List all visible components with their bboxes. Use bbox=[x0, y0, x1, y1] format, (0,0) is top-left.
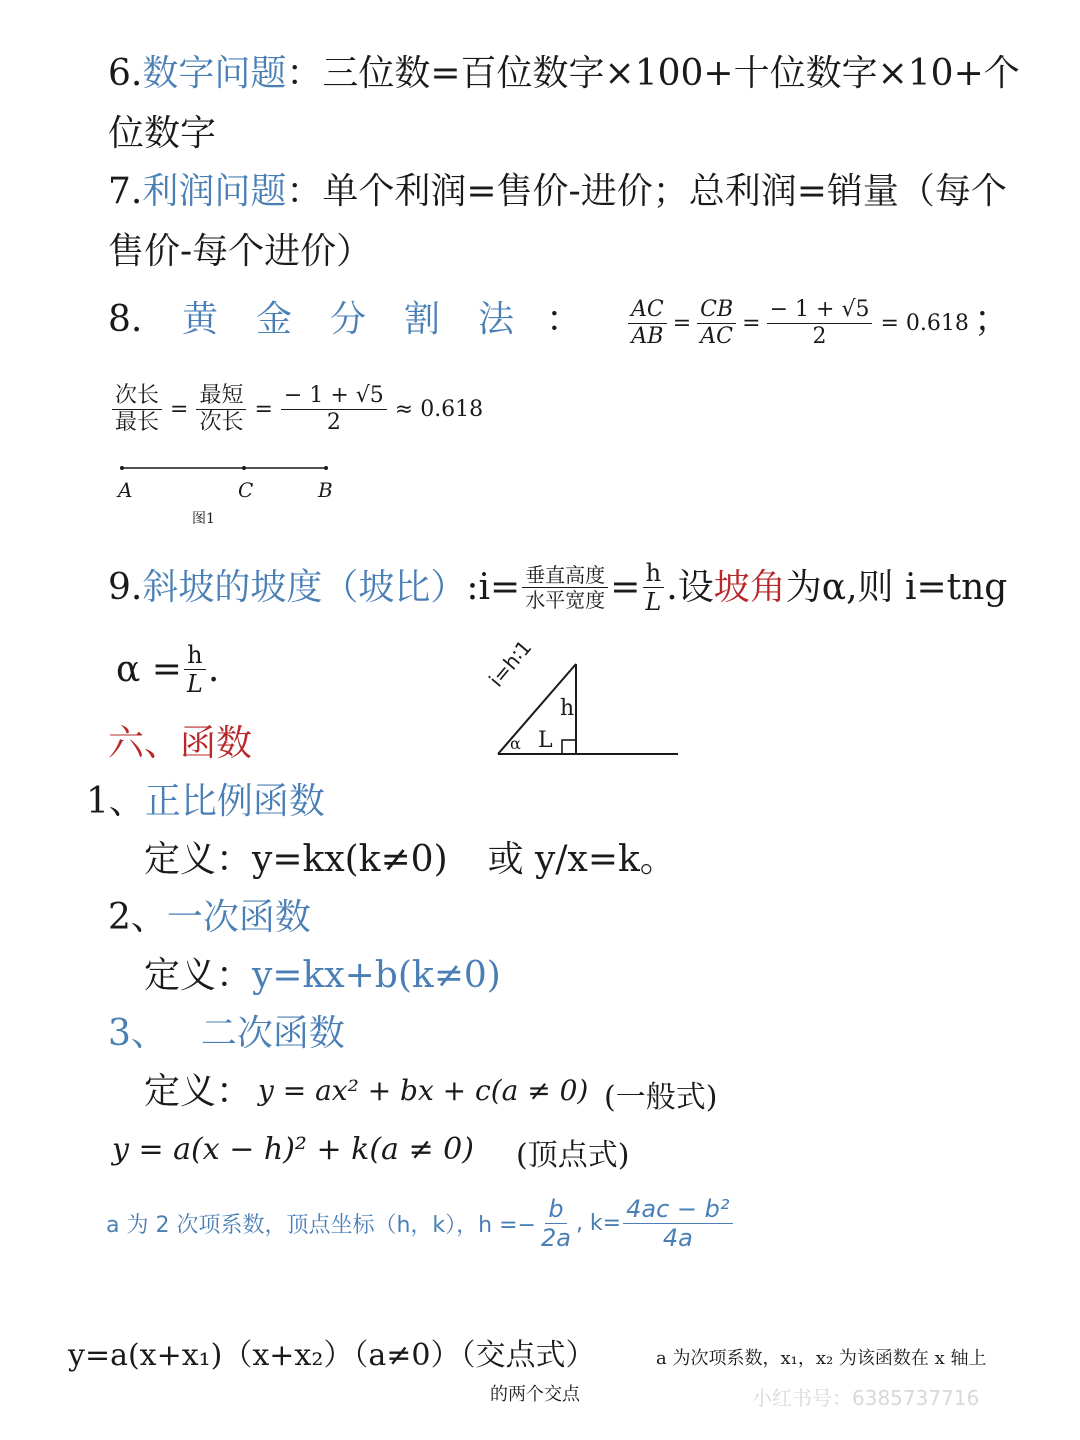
fraction-denominator: AB bbox=[631, 324, 664, 350]
point-b bbox=[324, 466, 328, 470]
point-c bbox=[242, 466, 246, 470]
colon: ： bbox=[546, 299, 583, 340]
golden-ratio-formula bbox=[626, 298, 969, 349]
definition-formula: y=kx+b(k≠0) bbox=[252, 955, 501, 996]
fraction-numerator: − 1 + √5 bbox=[281, 384, 387, 410]
separator: ： bbox=[286, 171, 323, 212]
item-9-line-2 bbox=[116, 642, 219, 698]
label-a: A bbox=[118, 478, 133, 502]
function-number: 3、 bbox=[108, 1013, 167, 1054]
fraction-numerator: 垂直高度 bbox=[522, 564, 608, 588]
separator: ： bbox=[286, 53, 323, 94]
equals: = bbox=[672, 311, 692, 337]
length-label: L bbox=[538, 728, 553, 753]
height-label: h bbox=[560, 696, 575, 721]
note-text: a 为 2 次项系数，顶点坐标（h，k），h =− bbox=[106, 1213, 536, 1239]
intercept-note-line-2: 的两个交点 bbox=[490, 1384, 580, 1405]
fraction-denominator: 2 bbox=[326, 410, 341, 436]
point-a bbox=[120, 466, 124, 470]
definition-label: 定义： bbox=[144, 955, 253, 996]
item-body: 三位数=百位数字×100+十位数字×10+个 bbox=[322, 53, 1020, 94]
function-2-heading bbox=[108, 896, 311, 939]
fraction-denominator: AC bbox=[700, 324, 734, 350]
intercept-note: a 为次项系数，x₁，x₂ 为该函数在 x 轴上 bbox=[656, 1348, 987, 1369]
function-title: 二次函数 bbox=[200, 1013, 345, 1054]
formula-prefix: α = bbox=[116, 649, 182, 691]
fraction-numerator: b bbox=[545, 1196, 566, 1224]
item-6-line-1 bbox=[108, 52, 1020, 95]
right-angle-mark bbox=[562, 740, 576, 754]
fraction-denominator: 2 bbox=[812, 324, 827, 350]
intercept-form-formula: y=a(x+x₁)（x+x₂）（a≠0）（交点式） bbox=[68, 1338, 596, 1373]
title-char: 分 bbox=[330, 299, 367, 340]
function-2-definition bbox=[144, 954, 501, 997]
item-number: 6. bbox=[108, 53, 143, 94]
item-number: 7. bbox=[108, 171, 143, 212]
equals: = bbox=[742, 311, 761, 337]
equals: = bbox=[610, 567, 641, 609]
item-body: 售价-每个进价） bbox=[108, 231, 373, 272]
alternate-formula: 或 y/x=k。 bbox=[487, 839, 676, 880]
item-7-line-2 bbox=[108, 230, 372, 273]
function-3-definition bbox=[144, 1070, 252, 1113]
general-form-tag: (一般式) bbox=[604, 1080, 718, 1115]
title-char: 金 bbox=[256, 299, 293, 340]
item-body: 位数字 bbox=[108, 113, 217, 154]
fraction-numerator: h bbox=[184, 642, 205, 670]
function-title: 一次函数 bbox=[166, 897, 311, 938]
item-number: 8. bbox=[108, 299, 143, 340]
approx-value: ≈ 0.618 bbox=[394, 397, 484, 423]
note-text: , k= bbox=[575, 1211, 622, 1237]
angle-label: α bbox=[510, 734, 521, 753]
value: = 0.618 bbox=[880, 311, 969, 337]
golden-section-figure bbox=[110, 458, 350, 530]
definition-label: 定义： bbox=[144, 839, 253, 880]
text: .设 bbox=[666, 567, 714, 609]
item-title: 斜坡的坡度（坡比） bbox=[142, 567, 467, 609]
fraction-numerator: AC bbox=[628, 298, 667, 324]
function-1-definition bbox=[144, 838, 676, 881]
fraction-numerator: − 1 + √5 bbox=[767, 298, 873, 324]
highlight-word: 坡角 bbox=[713, 567, 786, 609]
section-title: 六、函数 bbox=[108, 723, 253, 764]
title-char: 割 bbox=[404, 299, 441, 340]
item-title: 利润问题 bbox=[142, 171, 287, 212]
general-form-formula: y = ax² + bx + c(a ≠ 0) bbox=[258, 1074, 589, 1107]
function-number: 2、 bbox=[108, 897, 167, 938]
fraction-denominator: 次长 bbox=[199, 410, 244, 436]
fraction-denominator: L bbox=[645, 588, 662, 617]
equals: = bbox=[254, 397, 273, 423]
fraction-numerator: 最短 bbox=[196, 384, 246, 410]
vertex-coordinate-note bbox=[106, 1196, 735, 1252]
fraction-denominator: 2a bbox=[540, 1224, 571, 1253]
period: . bbox=[207, 649, 220, 691]
title-char: 黄 bbox=[182, 299, 219, 340]
title-char: 法 bbox=[478, 299, 515, 340]
fraction-denominator: 4a bbox=[662, 1224, 693, 1253]
item-title: 数字问题 bbox=[142, 53, 287, 94]
item-7-line-1 bbox=[108, 170, 1007, 213]
watermark: 小红书号：6385737716 bbox=[752, 1386, 980, 1410]
item-6-line-2 bbox=[108, 112, 216, 155]
fraction-numerator: CB bbox=[697, 298, 736, 324]
function-3-heading bbox=[108, 1012, 345, 1055]
fraction-denominator: 最长 bbox=[115, 410, 160, 436]
fraction-numerator: 4ac − b² bbox=[623, 1196, 732, 1224]
function-title: 正比例函数 bbox=[144, 781, 325, 822]
function-number: 1、 bbox=[86, 781, 145, 822]
fraction-denominator: L bbox=[186, 670, 203, 699]
item-body: 单个利润=售价-进价；总利润=销量（每个 bbox=[322, 171, 1007, 212]
definition-formula: y=kx(k≠0) bbox=[252, 839, 448, 880]
label-b: B bbox=[318, 478, 333, 502]
definition-label: 定义： bbox=[144, 1071, 253, 1112]
vertex-form-tag: (顶点式) bbox=[516, 1138, 630, 1173]
vertex-form-formula: y = a(x − h)² + k(a ≠ 0) bbox=[112, 1132, 474, 1167]
item-9-line-1 bbox=[108, 560, 1007, 616]
fraction-numerator: 次长 bbox=[112, 384, 162, 410]
golden-ratio-formula-2 bbox=[110, 384, 483, 435]
slope-label: i=h∶1 bbox=[484, 635, 537, 692]
equals: = bbox=[170, 397, 189, 423]
formula-prefix: :i= bbox=[466, 567, 521, 609]
fraction-numerator: h bbox=[643, 560, 664, 588]
item-8-heading bbox=[108, 298, 142, 341]
item-number: 9. bbox=[108, 567, 143, 609]
semicolon: ； bbox=[974, 299, 1011, 340]
figure-caption: 图1 bbox=[192, 511, 215, 527]
label-c: C bbox=[238, 478, 254, 502]
text: 为α,则 i=tng bbox=[785, 567, 1008, 609]
fraction-denominator: 水平宽度 bbox=[525, 588, 606, 613]
function-1-heading bbox=[86, 780, 325, 823]
